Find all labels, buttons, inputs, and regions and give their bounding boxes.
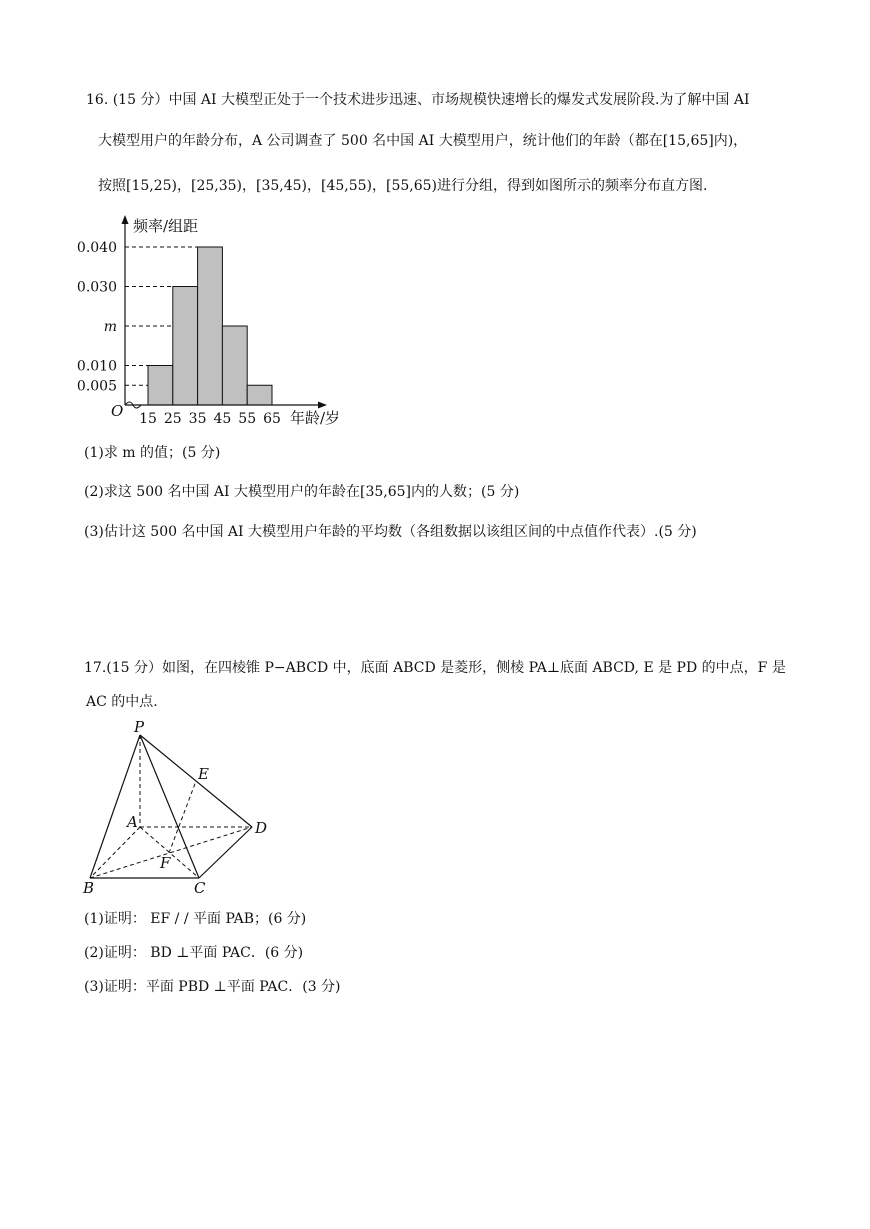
x-tick-label: 15 [139,411,157,427]
q16-sub1: (1)求 m 的值；(5 分) [84,445,221,461]
histogram-bar [148,366,173,406]
pyramid-figure [70,715,290,900]
label-B: B [83,879,95,897]
x-tick-label: 55 [238,411,257,427]
x-tick-label: 35 [188,411,207,427]
edge-EF [169,781,196,853]
y-axis-label: 频率/组距 [133,217,199,235]
q17-text-line1: 17.(15 分）如图，在四棱锥 P−ABCD 中，底面 ABCD 是菱形，侧棱 PA⊥底面 ABCD, E 是 PD 的中点，F 是 [84,660,786,676]
q16-text-line2: 大模型用户的年龄分布，A 公司调查了 500 名中国 AI 大模型用户，统计他们的年龄（都在[15,65]内)， [98,133,748,149]
x-axis-label: 年龄/岁 [290,409,341,427]
q17-sub1: (1)证明： EF / / 平面 PAB；(6 分) [84,911,307,927]
origin-label: O [111,402,124,420]
edge-PD [140,735,252,827]
y-tick-label: 0.030 [76,279,117,296]
x-axis-arrow [318,402,327,409]
y-tick-label: 0.010 [76,358,117,375]
edge-PB [90,735,140,878]
q16-sub2: (2)求这 500 名中国 AI 大模型用户的年龄在[35,65]内的人数；(5 分) [84,484,520,500]
edge-CD [199,827,252,878]
q17-text-line2: AC 的中点. [86,694,158,710]
q16-sub3: (3)估计这 500 名中国 AI 大模型用户年龄的平均数（各组数据以该组区间的中点值作代表）.(5 分) [84,524,697,540]
x-tick-label: 25 [163,411,182,427]
label-A: A [127,813,138,831]
label-C: C [194,879,206,897]
histogram-bar [173,287,198,406]
label-D: D [255,819,268,837]
histogram-bar [222,326,247,405]
y-tick-label: 0.005 [76,378,117,395]
label-F: F [160,854,171,872]
histogram-bar [247,385,272,405]
q16-text-line3: 按照[15,25)，[25,35)，[35,45)，[45,55)，[55,65)进行分组，得到如图所示的频率分布直方图. [98,178,708,194]
label-E: E [198,765,209,783]
y-tick-label: m [103,319,117,335]
label-P: P [134,718,145,736]
q16-text-line1: 16. (15 分）中国 AI 大模型正处于一个技术进步迅速、市场规模快速增长的爆发式发展阶段.为了解中国 AI [86,92,750,108]
y-tick-label: 0.040 [76,240,117,256]
frequency-histogram [75,210,365,430]
x-tick-label: 65 [263,411,281,427]
x-tick-label: 45 [213,411,232,427]
histogram-bar [198,247,223,405]
q17-sub2: (2)证明： BD ⊥平面 PAC．(6 分) [84,945,304,961]
edge-AB [90,827,140,878]
y-axis-arrow [122,215,129,224]
q17-sub3: (3)证明：平面 PBD ⊥平面 PAC．(3 分) [84,979,341,995]
